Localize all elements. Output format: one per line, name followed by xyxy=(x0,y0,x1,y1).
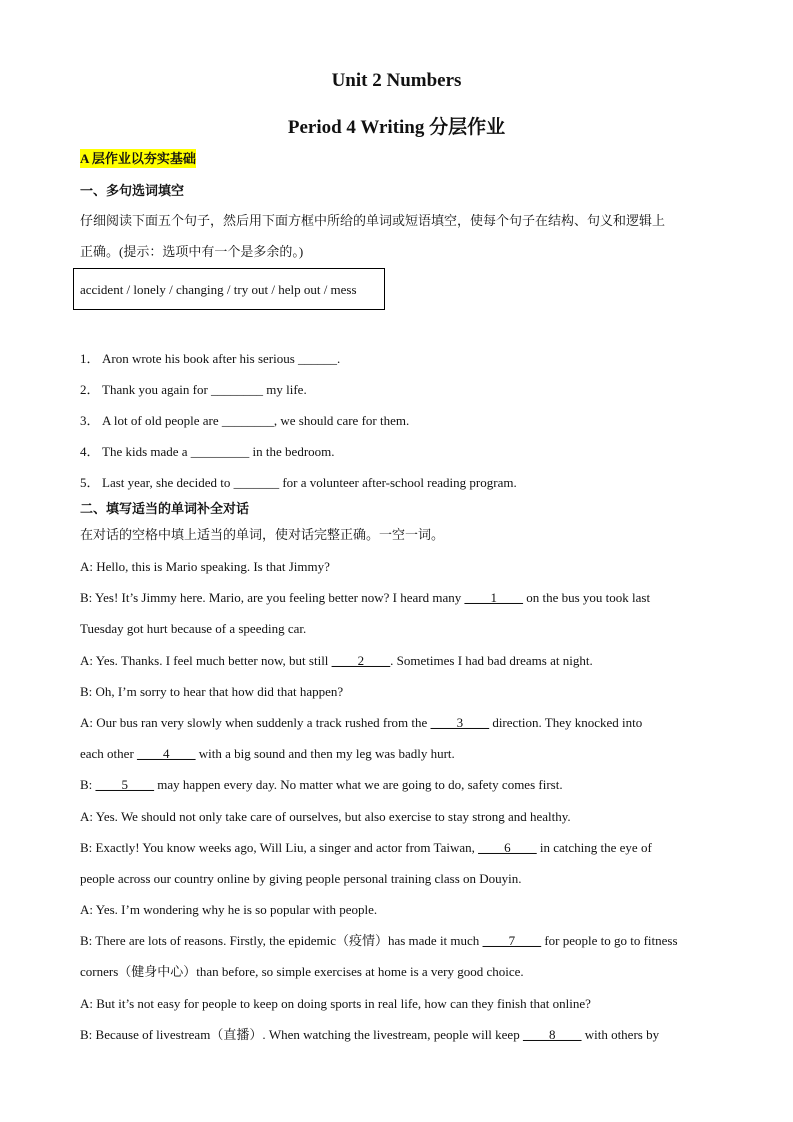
part2-instruction: 在对话的空格中填上适当的单词，使对话完整正确。一空一词。 xyxy=(80,527,445,542)
dialogue-text: people across our country online by giving people personal training class on Douyin. xyxy=(80,871,522,886)
answer-blank[interactable]: ____6____ xyxy=(478,840,537,855)
answer-blank[interactable]: ____4____ xyxy=(137,746,196,761)
dialogue-text: corners（健身中心）than before, so simple exercises at home is a very good choice. xyxy=(80,964,524,979)
dialogue-line xyxy=(80,1026,659,1044)
section-a-label xyxy=(80,150,196,168)
item-text: Aron wrote his book after his serious ______. xyxy=(102,351,341,366)
part1-item xyxy=(80,443,335,461)
part1-item xyxy=(80,412,409,430)
dialogue-text: A: Hello, this is Mario speaking. Is that Jimmy? xyxy=(80,559,330,574)
dialogue-text: each other xyxy=(80,746,138,761)
part1-heading: 一、多句选词填空 xyxy=(80,183,185,198)
dialogue-text: Tuesday got hurt because of a speeding car. xyxy=(80,621,307,636)
dialogue-text: with a big sound and then my leg was badly hurt. xyxy=(195,746,455,761)
dialogue-text: B: xyxy=(80,777,96,792)
answer-blank[interactable]: ____8____ xyxy=(522,1027,582,1042)
part1-item xyxy=(80,350,340,368)
item-number: 1． xyxy=(80,351,100,366)
dialogue-line xyxy=(80,776,563,794)
dialogue-text: A: But it’s not easy for people to keep on doing sports in real life, how can they finish that online? xyxy=(80,996,591,1011)
answer-blank[interactable]: ____5____ xyxy=(95,777,155,792)
dialogue-text: A: Yes. Thanks. I feel much better now, but still xyxy=(80,653,332,668)
dialogue-text: for people to go to fitness xyxy=(541,933,678,948)
page-subtitle: Period 4 Writing 分层作业 xyxy=(287,117,506,138)
part1-instruction-line1: 仔细阅读下面五个句子，然后用下面方框中所给的单词或短语填空，使每个句子在结构、句义和逻辑上 xyxy=(80,213,666,228)
dialogue-text: B: Yes! It’s Jimmy here. Mario, are you feeling better now? I heard many xyxy=(80,590,465,605)
item-text: The kids made a _________ in the bedroom. xyxy=(102,444,335,459)
dialogue-text: with others by xyxy=(581,1027,660,1042)
dialogue-line xyxy=(80,620,306,638)
dialogue-text: in catching the eye of xyxy=(536,840,652,855)
dialogue-text: A: Yes. I’m wondering why he is so popular with people. xyxy=(80,902,378,917)
item-number: 4． xyxy=(80,444,100,459)
dialogue-text: A: Our bus ran very slowly when suddenly a track rushed from the xyxy=(80,715,431,730)
dialogue-text: may happen every day. No matter what we are going to do, safety comes first. xyxy=(154,777,563,792)
dialogue-line xyxy=(80,995,591,1013)
dialogue-line xyxy=(80,589,650,607)
item-text: Last year, she decided to _______ for a volunteer after-school reading program. xyxy=(102,475,517,490)
answer-blank[interactable]: ____7____ xyxy=(482,933,542,948)
part1-item xyxy=(80,474,517,492)
dialogue-line xyxy=(80,808,571,826)
dialogue-text: A: Yes. We should not only take care of ourselves, but also exercise to stay strong and healthy. xyxy=(80,809,571,824)
answer-blank[interactable]: ____2____ xyxy=(331,653,391,668)
dialogue-line xyxy=(80,932,678,950)
dialogue-text: B: Exactly! You know weeks ago, Will Liu, a singer and actor from Taiwan, xyxy=(80,840,479,855)
dialogue-text: B: There are lots of reasons. Firstly, the epidemic（疫情）has made it much xyxy=(80,933,483,948)
section-a-highlight: A 层作业以夯实基础 xyxy=(80,151,196,166)
dialogue-line xyxy=(80,745,455,763)
dialogue-line xyxy=(80,901,377,919)
part2-heading: 二、填写适当的单词补全对话 xyxy=(80,501,250,516)
item-number: 3． xyxy=(80,413,100,428)
dialogue-text: B: Because of livestream（直播）. When watching the livestream, people will keep xyxy=(80,1027,523,1042)
dialogue-text: . Sometimes I had bad dreams at night. xyxy=(390,653,593,668)
dialogue-text: on the bus you took last xyxy=(522,590,651,605)
page-title: Unit 2 Numbers xyxy=(331,70,462,91)
word-box: accident / lonely / changing / try out / help out / mess xyxy=(73,268,385,310)
dialogue-line xyxy=(80,652,593,670)
answer-blank[interactable]: ____1____ xyxy=(464,590,523,605)
dialogue-line xyxy=(80,963,524,981)
part1-item xyxy=(80,381,307,399)
dialogue-text: direction. They knocked into xyxy=(489,715,643,730)
dialogue-line xyxy=(80,870,522,888)
answer-blank[interactable]: ____3____ xyxy=(430,715,490,730)
item-text: Thank you again for ________ my life. xyxy=(102,382,307,397)
item-number: 5． xyxy=(80,475,100,490)
part1-instruction-line2: 正确。(提示：选项中有一个是多余的。) xyxy=(80,244,304,259)
item-text: A lot of old people are ________, we should care for them. xyxy=(102,413,410,428)
dialogue-line xyxy=(80,683,343,701)
dialogue-text: B: Oh, I’m sorry to hear that how did that happen? xyxy=(80,684,344,699)
item-number: 2． xyxy=(80,382,100,397)
dialogue-line xyxy=(80,558,330,576)
dialogue-line xyxy=(80,839,652,857)
dialogue-line xyxy=(80,714,642,732)
